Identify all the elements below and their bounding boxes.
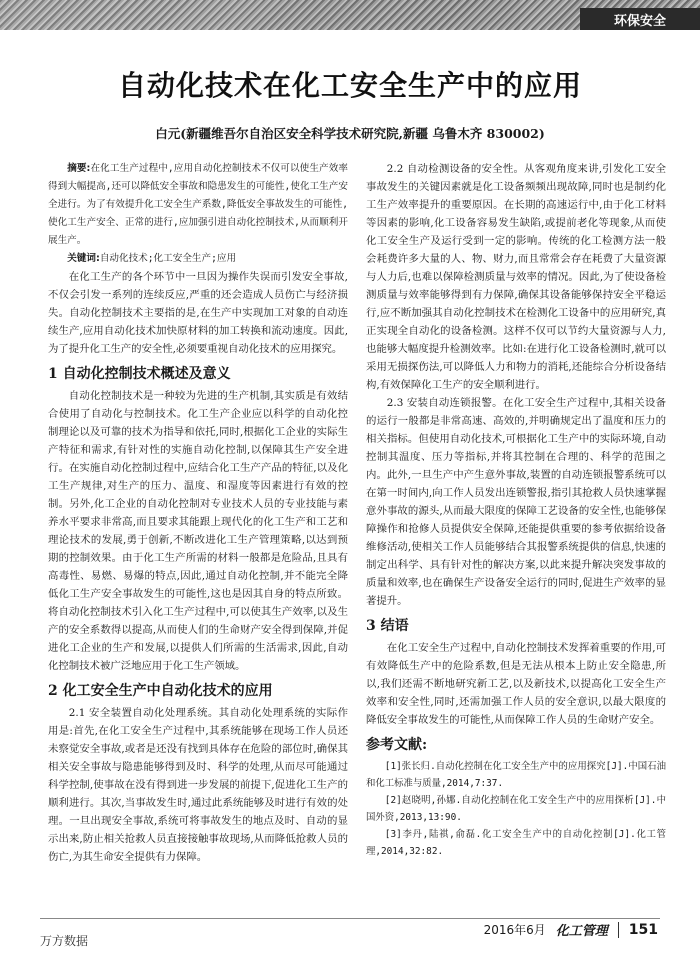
footer-separator bbox=[618, 922, 619, 938]
section-2-heading: 2 化工安全生产中自动化技术的应用 bbox=[48, 683, 273, 699]
header-band bbox=[0, 0, 700, 30]
section-2-3-paragraph: 2.3 安装自动连锁报警。在化工安全生产过程中,其相关设备的运行一般都是非常高速、高效的,并明确规定出了温度和压力的相关指标。但使用自动化技术,可根据化工生产中的实际环境,自动控制其温度、压力等指标,并将其控制在合理的、科学的范围之内。此外,一旦生产中产生意外事故,装置的自动连锁报警系统可以在第一时间内,向工作人员发出连锁警报,指引其抢救人员快速掌握意外事故的源头,从而最大限度的保障工艺设备的安全性,也能够保障操作和抢修人员提供安全保障,还能提供重要的参考依据给设备维修活动,使相关工作人员能够结合其报警系统提供的信息,快速的制定出科学、具有针对性的解决方案,以此来提升解决突发事故的质量和效率,也在确保生产设备安全运行的同时,促进生产效率的显著提升。 bbox=[366, 397, 666, 607]
abstract bbox=[48, 160, 348, 250]
footer-rule bbox=[40, 918, 660, 919]
abstract-text: 在化工生产过程中,应用自动化控制技术不仅可以使生产效率得到大幅提高,还可以降低安全事故和隐患发生的可能性,使化工生产安全进行。为了有效提升化工安全生产系数,降低安全事故发生的可能性,使化工生产安全、正常的进行,应加强引进自动化控制技术,从而顺利开展生产。 bbox=[48, 163, 348, 246]
section-2-1-paragraph: 2.1 安全装置自动化处理系统。其自动化处理系统的实际作用是:首先,在化工安全生产过程中,其系统能够在现场工作人员还未察觉安全事故,或者是还没有找到具体存在危险的部位时,确保其相关安全事故与隐患能够得到及时、科学的处理,从而尽可能通过科学控制,使事故在没有得到进一步发展的前提下,促进化工生产的顺利进行。其次,当事故发生时,通过此系统能够及时进行有效的处理。一旦出现安全事故,系统可将事故发生的地点及时、自动的显示出来,防止相关抢救人员直接接触事故现场,从而降低抢救人员的伤亡,为其生命安全提供有力保障。 bbox=[48, 707, 348, 863]
keywords-label: 关键词: bbox=[67, 253, 100, 264]
reference-item: [1]张长归.自动化控制在化工安全生产中的应用探究[J].中国石油和化工标准与质量,2014,7:37. bbox=[366, 761, 666, 789]
right-column bbox=[366, 160, 666, 860]
section-2-2-paragraph: 2.2 自动检测设备的安全性。从客观角度来讲,引发化工安全事故发生的关键因素就是化工设备频频出现故障,同时也是制约化工生产效率提升的重要原因。在长期的高速运行中,由于化工材料等因素的影响,化工设备容易发生缺陷,或提前老化等现象,从而使化工安全生产及运行受到一定的影响。传统的化工检测方法一般会耗费许多大量的人、物、财力,而且常常会存在耗费了大量资源与人力后,也难以保障检测质量与效率的情况。因此,为了使设备检测质量与效率能够得到有力保障,确保其设备能够保持安全平稳运行,应不断加强其自动化控制技术在检测化工设备中的应用研究,真正实现全自动化的设备检测。这样不仅可以节约大量资源与人力,也能够大幅度提升检测效率。比如:在进行化工设备检测时,就可以采用无损探伤法,可以降低人力和物力的消耗,还能综合分析设备结构,有效保障化工生产的安全顺利进行。 bbox=[366, 163, 666, 391]
intro-paragraph: 在化工生产的各个环节中一旦因为操作失误而引发安全事故,不仅会引发一系列的连续反应,严重的还会造成人员伤亡与经济损失。自动化控制技术主要指的是,在生产中实现加工对象的自动连续生产,应用自动化技术加快原材料的加工转换和流动速度。因此,为了提升化工生产的安全性,必须要重视自动化技术的应用探究。 bbox=[48, 271, 348, 355]
footer-journal: 化工管理 bbox=[555, 924, 608, 939]
left-column bbox=[48, 160, 348, 866]
keywords bbox=[48, 250, 348, 268]
reference-item: [3]李丹,陆祺,俞磊.化工安全生产中的自动化控制[J].化工管理,2014,32:82. bbox=[366, 829, 666, 857]
section-1-heading: 1 自动化控制技术概述及意义 bbox=[48, 366, 231, 382]
reference-item: [2]赵晓明,孙娜.自动化控制在化工安全生产中的应用探析[J].中国外资,2013,13:90. bbox=[366, 795, 666, 823]
footer-date: 2016年6月 bbox=[483, 923, 546, 937]
page-number: 151 bbox=[628, 921, 658, 938]
header-band-texture bbox=[0, 0, 520, 30]
article-title: 自动化技术在化工安全生产中的应用 bbox=[117, 69, 582, 102]
section-3-heading: 3 结语 bbox=[366, 618, 409, 634]
references-list bbox=[366, 758, 666, 860]
keywords-text: 自动化技术;化工安全生产;应用 bbox=[99, 253, 237, 264]
section-1-paragraph: 自动化控制技术是一种较为先进的生产机制,其实质是有效结合使用了自动化与控制技术。化工生产企业应以科学的自动化控制理论以及可靠的技术为指导和依托,同时,根据化工企业的实际生产特征和需求,有针对性的实施自动化控制,以保障其生产安全进行。在实施自动化控制过程中,应结合化工生产产品的特征,以及化工生产规律,对生产的压力、温度、和湿度等因素进行有效的控制。另外,化工企业的自动化控制对专业技术人员的专业技能与素养水平要求非常高,而且要求其能跟上现代化的化工生产和工艺和理论技术的发展,勇于创新,不断改进化工生产管理策略,以达到预期的控制效果。由于化工生产所需的材料一般都是危险品,且具有高毒性、易燃、易爆的特点,因此,通过自动化控制,并不能完全降低化工生产安全事故发生的可能性,这也是因其自身的特点所致。将自动化控制技术引入化工生产过程中,可以使其生产效率,以及生产的安全系数得以提高,从而使人们的生命财产安全得到保障,并促进化工企业的生产和发展,以提供人们所需的生活需求,因此,自动化控制技术被广泛地应用于化工生产领域。 bbox=[48, 390, 348, 672]
references-heading: 参考文献: bbox=[366, 737, 428, 753]
section-tag: 环保安全 bbox=[580, 8, 700, 30]
footer-info bbox=[484, 920, 658, 939]
author-affiliation: 白元(新疆维吾尔自治区安全科学技术研究院,新疆 乌鲁木齐 830002) bbox=[155, 126, 545, 141]
footer-source: 万方数据 bbox=[40, 934, 89, 948]
abstract-label: 摘要: bbox=[67, 163, 91, 174]
section-3-paragraph: 在化工安全生产过程中,自动化控制技术发挥着重要的作用,可有效降低生产中的危险系数,但是无法从根本上防止安全隐患,所以,我们还需不断地研究新工艺,以及新技术,以提高化工安全生产效率和安全性,同时,还需加强工作人员的安全意识,以最大限度的降低安全事故发生的可能性,从而保障工作人员的生命财产安全。 bbox=[366, 642, 666, 726]
